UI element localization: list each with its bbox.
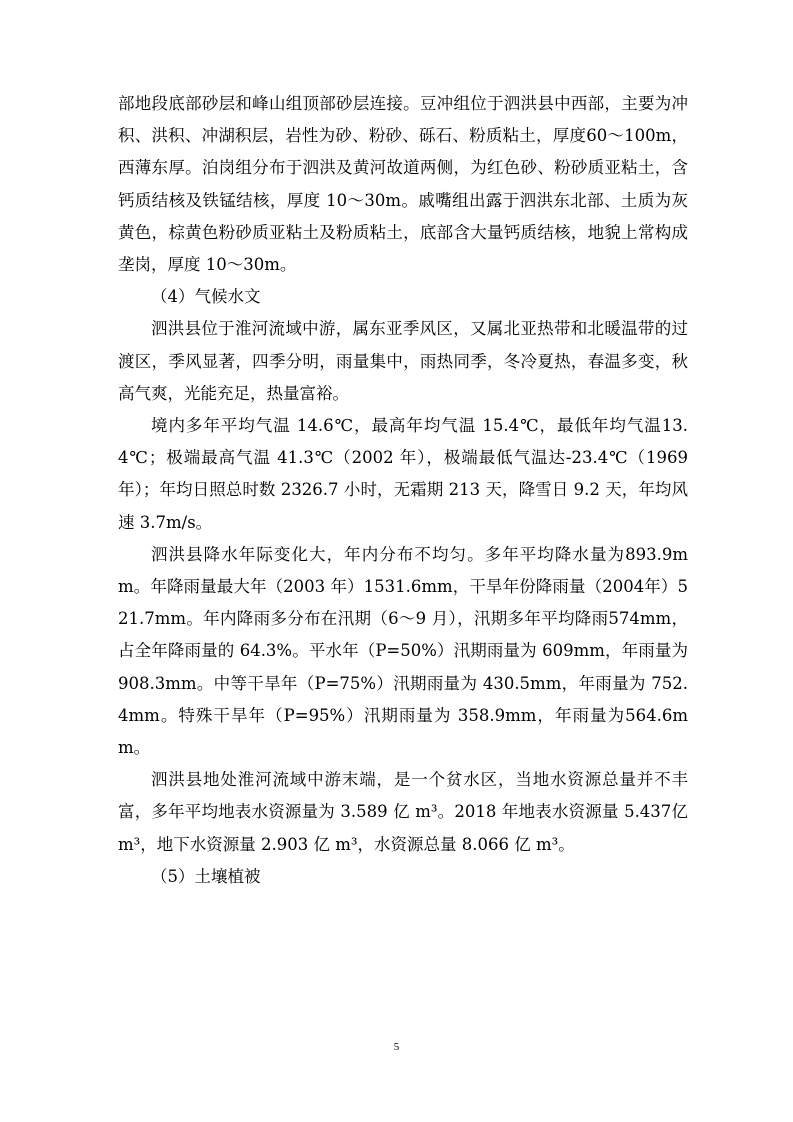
paragraph-temperature: 境内多年平均气温 14.6℃，最高年均气温 15.4℃，最低年均气温13.4℃；极端最高气温 41.3℃（2002 年），极端最低气温达-23.4℃（1969年）；年均日照总时数 2326.7 小时，无霜期 213 天，降雪日 9.2 天，年均风速 3.7m/s。 <box>118 416 688 532</box>
page-number: 5 <box>393 1041 400 1053</box>
paragraph-water-resources: 泗洪县地处淮河流域中游末端，是一个贫水区，当地水资源总量并不丰富，多年平均地表水资源量为 3.589 亿 m³。2018 年地表水资源量 5.437亿 m³，地下水资源量 2.903 亿 m³，水资源总量 8.066 亿 m³。 <box>118 770 688 854</box>
page-body <box>118 88 688 893</box>
paragraph-precipitation: 泗洪县降水年际变化大，年内分布不均匀。多年平均降水量为893.9mm。年降雨量最大年（2003 年）1531.6mm，干旱年份降雨量（2004年）521.7mm。年内降雨多分布在汛期（6～9 月），汛期多年平均降雨574mm，占全年降雨量的 64.3%。平水年（P=50%）汛期雨量为 609mm，年雨量为 908.3mm。中等干旱年（P=75%）汛期雨量为 430.5mm，年雨量为 752.4mm。特殊干旱年（P=95%）汛期雨量为 358.9mm，年雨量为564.6mm。 <box>118 544 688 758</box>
paragraph-geology: 部地段底部砂层和峰山组顶部砂层连接。豆冲组位于泗洪县中西部，主要为冲积、洪积、冲湖积层，岩性为砂、粉砂、砾石、粉质粘土，厚度60～100m，西薄东厚。泊岗组分布于泗洪及黄河故道两侧，为红色砂、粉砂质亚粘土，含钙质结核及铁锰结核，厚度 10～30m。戚嘴组出露于泗洪东北部、土质为灰黄色，棕黄色粉砂质亚粘土及粉质粘土，底部含大量钙质结核，地貌上常构成垄岗，厚度 10～30m。 <box>118 94 688 275</box>
section-heading-climate-hydrology: （4）气候水文 <box>151 287 261 307</box>
section-heading-soil-vegetation: （5）土壤植被 <box>151 866 261 886</box>
paragraph-climate-overview: 泗洪县位于淮河流域中游，属东亚季风区，又属北亚热带和北暖温带的过渡区，季风显著，四季分明，雨量集中，雨热同季，冬冷夏热，春温多变，秋高气爽，光能充足，热量富裕。 <box>118 319 688 403</box>
